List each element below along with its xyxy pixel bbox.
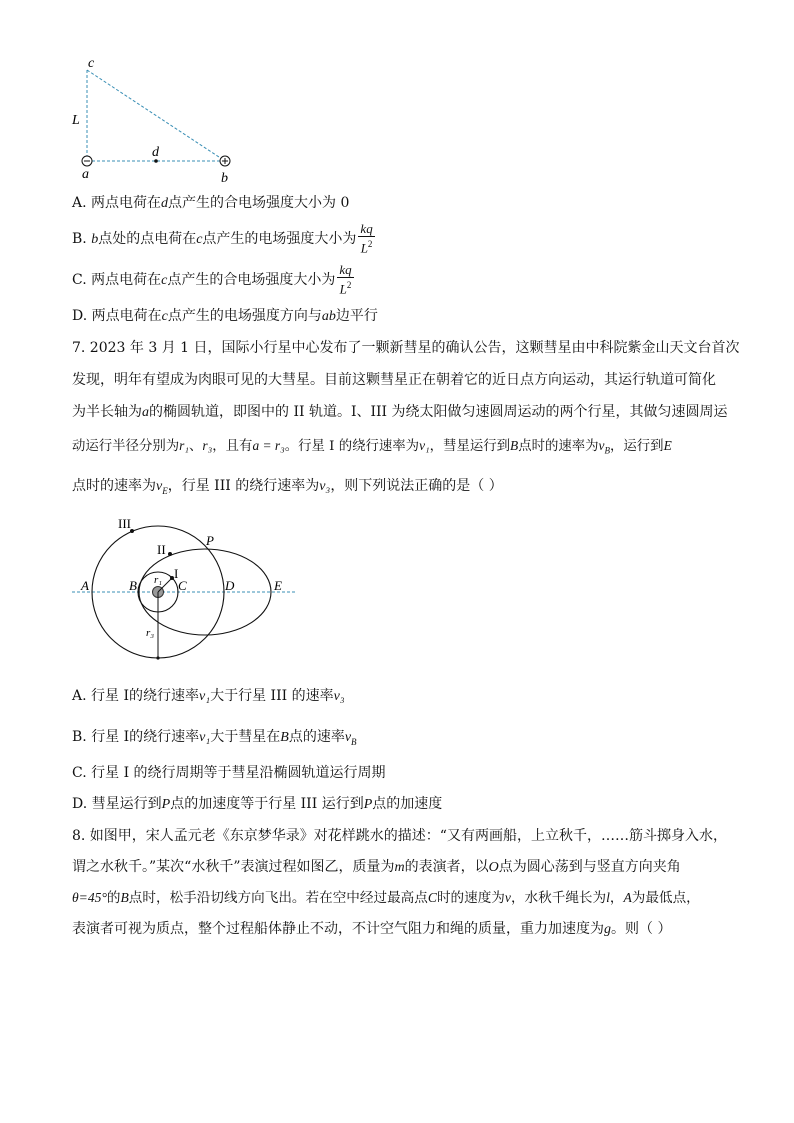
q6-option-b[interactable]: B. b点处的点电荷在c点产生的电场强度大小为 $\frac{kq}{L^2}$ xyxy=(72,221,373,256)
label-a: a xyxy=(82,167,89,182)
orbit-figure xyxy=(70,512,300,664)
q7-stem-line-5: 点时的速率为$v_E$，行星 III 的绕行速率为v₃，则下列说法正确的是（ ） xyxy=(72,478,503,496)
q8-stem-line-2: 谓之水秋千。”某次“水秋千”表演过程如图乙，质量为m的表演者，以O点为圆心荡到与竖直方向夹角 xyxy=(72,859,681,875)
q8-stem-line-3: θ=45°的B点时，松手沿切线方向飞出。若在空中经过最高点C时的速度为v，水秋千绳长为l，A为最低点， xyxy=(72,890,700,906)
label-L: L xyxy=(72,113,80,128)
fraction-kq-over-L2: $\frac{kq}{L^2}$ xyxy=(339,262,352,297)
charge-triangle-figure xyxy=(60,52,260,187)
q7-stem-line-2: 发现，明年有望成为肉眼可见的大彗星。目前这颗彗星正在朝着它的近日点方向运动，其运行轨道可简化 xyxy=(72,372,716,388)
label-II: II xyxy=(157,542,166,557)
label-III: III xyxy=(118,516,131,531)
label-r1: r₁ xyxy=(154,574,163,586)
q7-stem-line-3: 为半长轴为a的椭圆轨道，即图中的 II 轨道。I、III 为绕太阳做匀速圆周运动的两个行星，其做匀速圆周运 xyxy=(72,404,728,420)
q8-stem-line-1: 8. 如图甲，宋人孟元老《东京梦华录》对花样跳水的描述：“又有两画船，上立秋千，……筋斗掷身入水， xyxy=(72,828,727,844)
label-C: C xyxy=(178,578,187,593)
q8-stem-line-4: 表演者可视为质点，整个过程船体静止不动，不计空气阻力和绳的质量，重力加速度为g。则（ ） xyxy=(72,921,672,937)
label-c: c xyxy=(88,56,95,71)
q7-option-d[interactable]: D. 彗星运行到P点的加速度等于行星 III 运行到P点的加速度 xyxy=(72,796,443,812)
label-r3: r₃ xyxy=(146,627,155,639)
label-D: D xyxy=(225,578,235,593)
label-A: A xyxy=(81,578,89,593)
comet-II xyxy=(168,552,172,556)
q6-option-c[interactable]: C. 两点电荷在c点产生的合电场强度大小为 $\frac{kq}{L^2}$ xyxy=(72,262,352,297)
label-b: b xyxy=(221,171,228,186)
q6-option-d[interactable]: D. 两点电荷在c点产生的电场强度方向与ab边平行 xyxy=(72,308,378,324)
q7-option-a[interactable]: A. 行星 I的绕行速率v₁大于行星 III 的速率v₃ xyxy=(72,688,345,704)
label-d: d xyxy=(152,145,159,160)
label-P: P xyxy=(206,533,214,548)
point-r3-end xyxy=(156,656,159,659)
label-E: E xyxy=(274,578,282,593)
label-B: B xyxy=(129,578,137,593)
fraction-kq-over-L2: $\frac{kq}{L^2}$ xyxy=(360,221,373,256)
q7-stem-line-1: 7. 2023 年 3 月 1 日，国际小行星中心发布了一颗新彗星的确认公告，这颗彗星由中科院紫金山天文台首次 xyxy=(72,340,740,356)
q7-option-b[interactable]: B. 行星 I的绕行速率v₁大于彗星在B点的速率$v_B$ xyxy=(72,729,357,747)
q7-stem-line-4: 动运行半径分别为r₁、r₃，且有a = r₃。行星 I 的绕行速率为v₁，彗星运行到B点时的速率为$v_B$，运行到E xyxy=(72,438,672,456)
q7-option-c[interactable]: C. 行星 I 的绕行周期等于彗星沿椭圆轨道运行周期 xyxy=(72,765,386,781)
label-I: I xyxy=(174,566,179,581)
q6-option-a[interactable]: A. 两点电荷在d点产生的合电场强度大小为 0 xyxy=(72,195,350,211)
